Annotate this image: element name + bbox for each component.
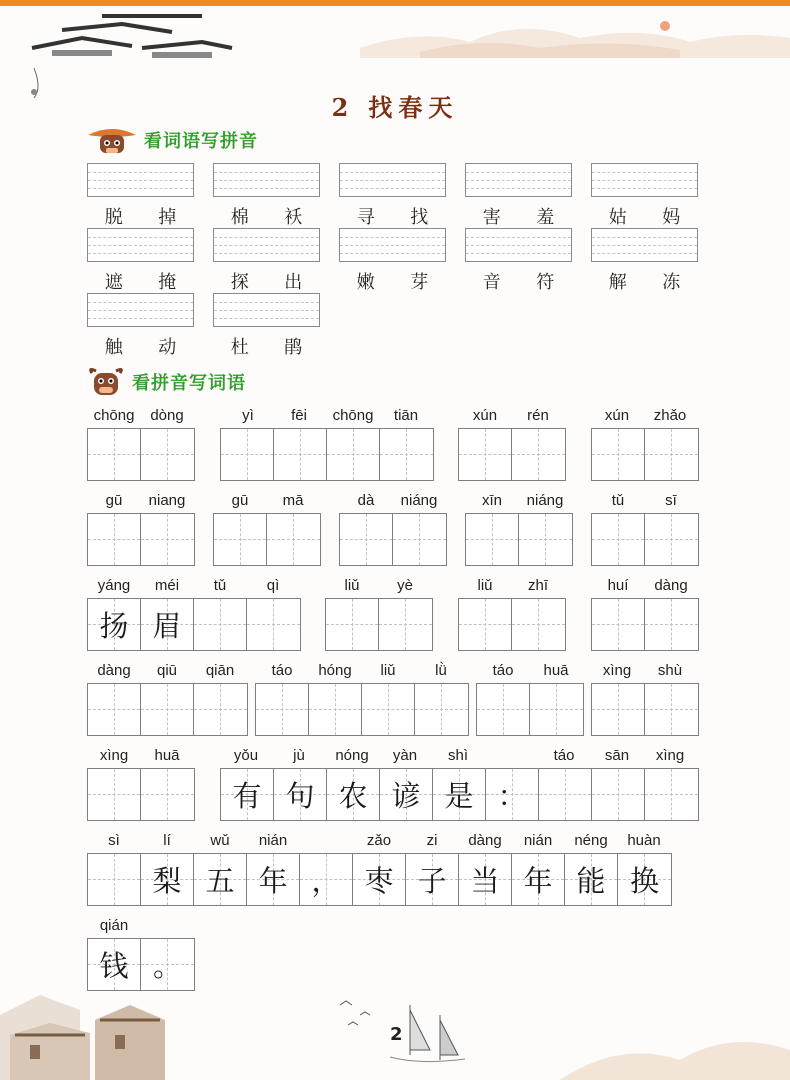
pinyin-label: yì [242,407,254,424]
grid-character: 枣 [364,864,394,898]
pinyin-box[interactable] [591,228,698,262]
pinyin-label: shì [447,747,468,764]
pinyin-label: tiān [393,407,419,424]
grid-character: 眉 [152,609,182,643]
grid-character: ： [497,779,527,813]
grid-character: 当 [470,864,500,898]
pinyin-label: xìng [602,662,632,679]
vocab-character: 找 [410,207,429,228]
pinyin-box[interactable] [87,293,194,327]
pinyin-label: nián [523,832,553,849]
footer-village-illustration [0,975,180,1080]
writing-grid[interactable] [591,428,699,481]
vocab-character: 杜 [230,337,249,358]
vocab-word [465,203,572,229]
pinyin-label: wǔ [210,832,230,849]
vocab-character: 脱 [104,207,123,228]
footer-boat-illustration [330,995,480,1080]
writing-grid[interactable] [591,683,699,736]
writing-grid[interactable] [255,683,469,736]
grid-character: 年 [258,864,288,898]
pinyin-label: táo [271,662,293,679]
vocab-character: 出 [284,272,303,293]
vocab-character: 动 [158,337,177,358]
pinyin-label: yè [397,577,413,594]
vocab-word [87,333,194,359]
pinyin-label: xún [604,407,630,424]
pinyin-box[interactable] [87,163,194,197]
vocab-character: 袄 [284,207,303,228]
pinyin-label: huā [154,747,180,764]
pinyin-label: zi [426,832,438,849]
grid-character: 有 [232,779,262,813]
writing-grid[interactable] [220,428,434,481]
vocab-character: 探 [230,272,249,293]
pinyin-label: huí [607,577,629,594]
vocab-word [339,203,446,229]
pinyin-label: niáng [400,492,438,509]
writing-grid[interactable] [87,598,301,651]
pinyin-label: qì [266,577,280,594]
vocab-character: 掉 [158,207,177,228]
pinyin-label: gū [231,492,249,509]
vocab-character: 冻 [662,272,681,293]
pinyin-label: chōng [93,407,135,424]
grid-character: 子 [417,864,447,898]
writing-grid[interactable] [465,513,573,566]
pinyin-label: nián [258,832,288,849]
pinyin-label: lǜ [435,662,447,679]
grid-character: 是 [444,779,474,813]
pinyin-label: niang [148,492,186,509]
writing-grid[interactable] [220,768,699,821]
pinyin-label: lí [163,832,171,849]
vocab-word [213,268,320,294]
pinyin-label: zhǎo [653,407,687,424]
pinyin-label: sān [604,747,630,764]
writing-grid[interactable] [213,513,321,566]
vocab-character: 妈 [662,207,681,228]
writing-grid[interactable] [591,598,699,651]
pinyin-label: táo [553,747,575,764]
vocab-character: 棉 [230,207,249,228]
vocab-character: 遮 [104,272,123,293]
header-mountain-illustration [360,8,790,58]
writing-grid[interactable] [87,768,195,821]
pinyin-label: néng [574,832,608,849]
grid-character: 年 [523,864,553,898]
vocab-character: 解 [608,272,627,293]
ox-mascot-icon [86,125,138,155]
writing-grid[interactable] [458,428,566,481]
vocab-word [591,268,698,294]
ox-mascot-icon [86,367,126,397]
pinyin-label: sì [108,832,120,849]
pinyin-label: shù [657,662,683,679]
pinyin-label: tǔ [213,577,227,594]
pinyin-box[interactable] [591,163,698,197]
pinyin-box[interactable] [339,228,446,262]
pinyin-label: huàn [627,832,661,849]
grid-character: 谚 [391,779,421,813]
pinyin-label: táo [492,662,514,679]
section-label-1: 看词语写拼音 [144,131,258,152]
grid-character: 能 [576,864,606,898]
grid-character: 扬 [99,609,129,643]
writing-grid[interactable] [476,683,584,736]
pinyin-label: huā [543,662,569,679]
writing-grid[interactable] [87,513,195,566]
vocab-word [591,203,698,229]
pinyin-box[interactable] [213,293,320,327]
writing-grid[interactable] [87,428,195,481]
vocab-word [87,268,194,294]
vocab-character: 羞 [536,207,555,228]
section-header-2 [86,366,246,398]
pinyin-label: qiān [205,662,235,679]
pinyin-box[interactable] [213,228,320,262]
grid-character: 句 [285,779,315,813]
vocab-character: 嫩 [356,272,375,293]
writing-grid[interactable] [325,598,433,651]
pinyin-label: rén [527,407,549,424]
vocab-character: 姑 [608,207,627,228]
pinyin-label: niáng [526,492,564,509]
pinyin-label: liǔ [344,577,360,594]
section-header-1 [86,124,258,156]
pinyin-box[interactable] [339,163,446,197]
header-architecture-illustration [22,8,242,98]
page-number: 2 [390,1024,403,1045]
pinyin-label: nóng [335,747,369,764]
pinyin-label: zhī [527,577,548,594]
vocab-character: 触 [104,337,123,358]
pinyin-label: mā [282,492,304,509]
footer-mountain-illustration [560,1020,790,1080]
writing-grid[interactable] [339,513,447,566]
pinyin-label: xīn [481,492,502,509]
pinyin-label: sī [665,492,677,509]
pinyin-label: jù [293,747,305,764]
pinyin-label: xìng [99,747,129,764]
pinyin-label: yàn [392,747,418,764]
vocab-character: 掩 [158,272,177,293]
vocab-word [339,268,446,294]
vocab-character: 符 [536,272,555,293]
pinyin-label: dòng [150,407,184,424]
page-title [0,88,790,123]
vocab-word [465,268,572,294]
pinyin-label: dàng [654,577,688,594]
grid-character: 换 [629,864,659,898]
vocab-character: 芽 [410,272,429,293]
vocab-word [213,203,320,229]
grid-character: ， [311,864,341,898]
pinyin-label: xìng [655,747,685,764]
pinyin-label: liǔ [477,577,493,594]
pinyin-label: dàng [468,832,502,849]
pinyin-label: dà [357,492,375,509]
grid-character: 五 [205,864,235,898]
pinyin-label: xún [472,407,498,424]
writing-grid[interactable] [591,513,699,566]
pinyin-label: dàng [97,662,131,679]
pinyin-label: qián [99,917,129,934]
lesson-number: 2 [331,93,355,122]
pinyin-label: méi [154,577,180,594]
grid-character: 农 [338,779,368,813]
pinyin-label: liǔ [380,662,396,679]
grid-character: 。 [152,949,182,983]
pinyin-label: zǎo [366,832,392,849]
section-label-2: 看拼音写词语 [132,373,246,394]
pinyin-label: tǔ [611,492,625,509]
pinyin-label: yǒu [233,747,259,764]
pinyin-label: hóng [318,662,352,679]
pinyin-label: qiū [156,662,178,679]
writing-grid[interactable] [87,683,248,736]
pinyin-label: yáng [97,577,131,594]
vocab-character: 音 [482,272,501,293]
vocab-character: 寻 [356,207,375,228]
top-accent-bar [0,0,790,6]
pinyin-label: chōng [332,407,374,424]
pinyin-label: fēi [291,407,307,424]
pinyin-box[interactable] [465,228,572,262]
writing-grid[interactable] [87,853,672,906]
vocab-word [213,333,320,359]
pinyin-label: gū [105,492,123,509]
pinyin-box[interactable] [213,163,320,197]
vocab-character: 害 [482,207,501,228]
grid-character: 钱 [99,949,129,983]
vocab-word [87,203,194,229]
vocab-character: 鹃 [284,337,303,358]
pinyin-box[interactable] [87,228,194,262]
pinyin-box[interactable] [465,163,572,197]
lesson-title: 找春天 [368,93,459,122]
grid-character: 梨 [152,864,182,898]
writing-grid[interactable] [458,598,566,651]
